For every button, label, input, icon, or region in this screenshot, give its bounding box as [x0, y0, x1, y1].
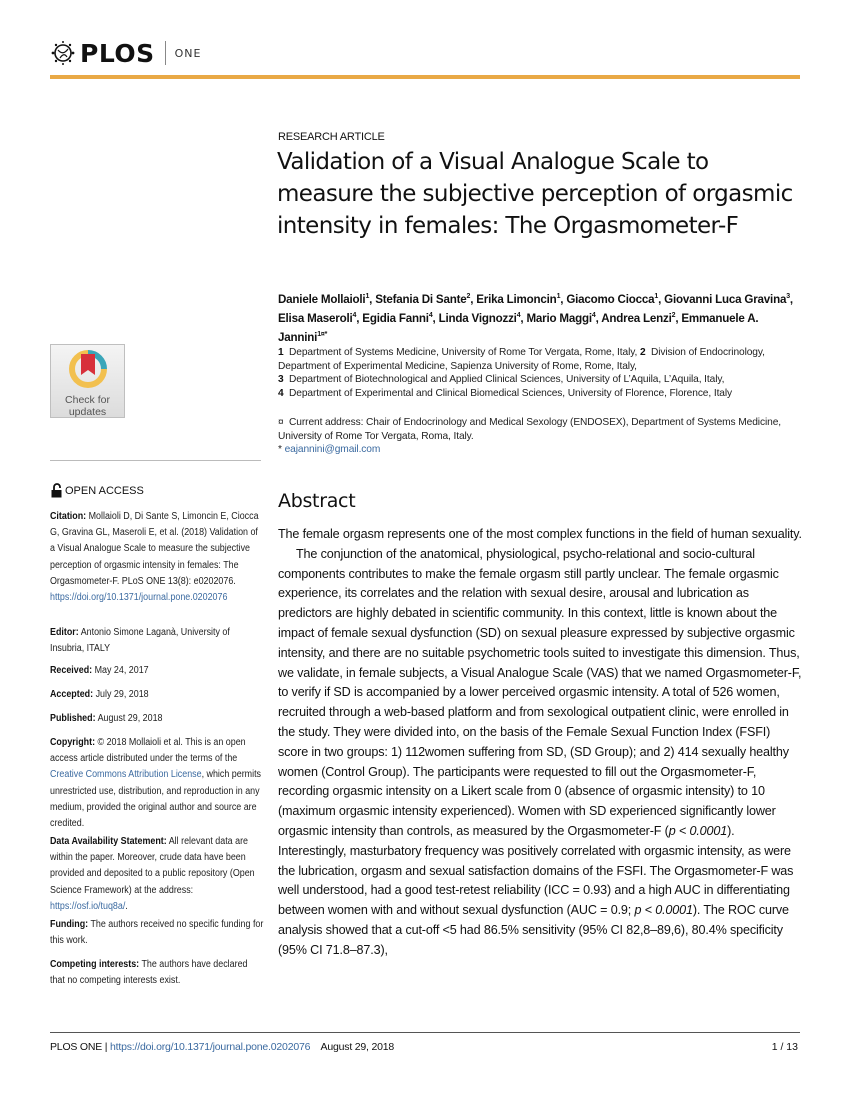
author-affiliation-marker: 4: [352, 311, 357, 319]
abstract-paragraph-2: [278, 545, 802, 961]
author-name: Giacomo Ciocca: [566, 292, 655, 306]
accepted-date: July 29, 2018: [95, 689, 149, 700]
competing-interests-block: [50, 957, 263, 989]
citation-label: Citation:: [50, 511, 87, 522]
affiliation-number: 2: [639, 347, 646, 358]
article-title: Validation of a Visual Analogue Scale to measure the subjective perception of orgasmic intensity in females: The Orgasmometer-F: [277, 149, 793, 239]
author-affiliation-marker: 2: [466, 293, 471, 300]
copyright-label: Copyright:: [50, 737, 96, 748]
competing-interests-label: Competing interests:: [50, 959, 140, 970]
data-availability-block: [50, 834, 263, 915]
footer-citation: [50, 1041, 394, 1053]
published-block: [50, 711, 263, 727]
copyright-text-end: , which permits unrestricted use, distribution, and reproduction in any medium, provided the original author and source are credited.: [50, 769, 262, 830]
author-affiliation-marker: 4: [516, 311, 521, 319]
author-name: Giovanni Luca Gravina: [664, 292, 787, 306]
check-updates-label-line2: updates: [68, 406, 107, 418]
accepted-block: [50, 687, 263, 703]
open-access-badge: [51, 483, 144, 498]
open-lock-icon: [51, 483, 62, 498]
author-affiliation-marker: 4: [428, 311, 433, 319]
copyright-text: © 2018 Mollaioli et al. This is an open access article distributed under the terms of the: [50, 737, 246, 765]
author-affiliation-marker: 4: [591, 311, 596, 319]
received-block: [50, 663, 263, 679]
author-list: Daniele Mollaioli$^1$, Stefania Di Sante$^2$, Erika Limoncin$^1$, Giacomo Ciocca$^1$, Giovanni Luca Gravina$^3$, Elisa Maseroli$^4$, Egidia Fanni$^4$, Linda Vignozzi$^4$, Mario Maggi$^4$, Andrea Lenzi$^2$, Emmanuele A. Jannini$^{1¤*}$: [278, 292, 793, 344]
abstract-text-b: ). Interestingly, masturbatory frequency was positively correlated with orgasmic intensity, as were the lubrication, orgasm and sexual satisfaction domains of the FSFI. The Orgasmometer-F was well understood, had a good test-retest reliability (ICC = 0.93) and a high AUC in differentiating between women with and without sexual dysfunction (AUC = 0.9;: [278, 823, 794, 918]
data-availability-label: Data Availability Statement:: [50, 836, 167, 847]
citation-text: Mollaioli D, Di Sante S, Limoncin E, Ciocca G, Gravina GL, Maseroli E, et al. (2018) Validation of a Visual Analogue Scale to measure the subjective perception of orgasmic intensity in females: The Orgasmometer-F. PLoS ONE 13(8): e0202076.: [50, 511, 259, 587]
license-link[interactable]: Creative Commons Attribution License: [50, 769, 202, 781]
author-name: Elisa Maseroli: [278, 311, 353, 325]
author-affiliation-marker: 3: [786, 293, 790, 300]
footer-date: August 29, 2018: [320, 1041, 395, 1053]
editor-label: Editor:: [50, 627, 79, 638]
footer-journal: PLOS ONE |: [50, 1041, 111, 1053]
affiliation-text: Department of Biotechnological and Applied Clinical Sciences, University of L’Aquila, L’Aquila, Italy,: [289, 374, 725, 386]
footer-doi-link[interactable]: https://doi.org/10.1371/journal.pone.0202076: [110, 1041, 311, 1053]
editor-text: Antonio Simone Laganà, University of Insubria, ITALY: [50, 627, 230, 655]
author-affiliation-marker: 2: [671, 311, 676, 319]
logo-plos-text: PLOS: [80, 38, 155, 68]
author-name: Daniele Mollaioli: [278, 292, 366, 306]
author-name: Stefania Di Sante: [375, 292, 467, 306]
logo-separator: [165, 41, 166, 65]
citation-doi-link[interactable]: https://doi.org/10.1371/journal.pone.0202076: [50, 592, 228, 604]
current-address-text: Current address: Chair of Endocrinology and Medical Sexology (ENDOSEX), Department of Systems Medicine, University of Rome Tor Vergata, Roma, Italy.: [278, 417, 781, 442]
abstract-text-c: ). The ROC curve analysis showed that a cut-off <5 had 86.5% sensitivity (95% CI 82,8–89,6), 80.4% specificity (95% CI 71.8–87.3),: [278, 903, 789, 957]
author-name: Andrea Lenzi: [601, 311, 672, 325]
check-for-updates-button[interactable]: [50, 344, 125, 418]
abstract-paragraph-1: The female orgasm represents one of the most complex functions in the field of human sexuality.: [278, 527, 802, 541]
citation-block: [50, 509, 263, 606]
author-name: Mario Maggi: [526, 311, 592, 325]
check-updates-label-line1: Check for: [65, 394, 110, 406]
funding-block: [50, 917, 263, 949]
funding-label: Funding:: [50, 919, 89, 930]
data-availability-text: All relevant data are within the paper. Moreover, crude data have been provided and deposited to a public repository (Open Science Framework) at the address:: [50, 836, 255, 896]
page-number: 1 / 13: [771, 1041, 798, 1053]
published-label: Published:: [50, 713, 96, 724]
abstract-heading: Abstract: [278, 490, 356, 512]
affiliations: [278, 346, 798, 400]
header-rule: [50, 75, 800, 79]
osf-link[interactable]: https://osf.io/tuq8a/: [50, 900, 126, 912]
open-access-label: OPEN ACCESS: [65, 484, 144, 497]
corresponding-symbol: *: [278, 444, 282, 456]
author-name: Linda Vignozzi: [438, 311, 517, 325]
published-date: August 29, 2018: [97, 713, 163, 724]
copyright-block: [50, 735, 263, 832]
p-value-2: p < 0.0001: [634, 903, 693, 918]
funding-text: The authors received no specific funding for this work.: [50, 919, 264, 947]
plos-globe-icon: [50, 40, 76, 66]
current-address-block: [278, 416, 798, 457]
author-name: Erika Limoncin: [476, 292, 557, 306]
article-type: RESEARCH ARTICLE: [278, 131, 385, 143]
corresponding-email-link[interactable]: eajannini@gmail.com: [284, 444, 381, 456]
received-label: Received:: [50, 665, 93, 676]
abstract-body: [278, 525, 802, 961]
author-affiliation-marker: 1: [556, 293, 561, 300]
author-affiliation-marker: 1: [654, 293, 659, 300]
author-affiliation-marker: 1: [365, 293, 370, 300]
received-date: May 24, 2017: [94, 665, 149, 676]
data-availability-end: .: [125, 900, 128, 912]
logo-one-text: ONE: [174, 46, 202, 60]
current-address-symbol: ¤: [278, 417, 284, 428]
accepted-label: Accepted:: [50, 689, 94, 700]
sidebar-divider: [50, 460, 261, 461]
affiliation-number: 3: [278, 374, 284, 386]
affiliation-number: 1: [278, 347, 284, 358]
competing-interests-text: The authors have declared that no competing interests exist.: [50, 959, 248, 987]
editor-block: [50, 625, 263, 657]
affiliation-text: Department of Systems Medicine, University of Rome Tor Vergata, Rome, Italy,: [289, 347, 638, 358]
footer-rule: [50, 1032, 800, 1033]
author-name: Egidia Fanni: [362, 311, 429, 325]
journal-logo[interactable]: [50, 36, 201, 70]
affiliation-number: 4: [278, 387, 284, 399]
affiliation-text: Department of Experimental and Clinical Biomedical Sciences, University of Florence, Florence, Italy: [289, 387, 733, 399]
affiliation-text: Division of Endocrinology, Department of Experimental Medicine, Sapienza University of Rome, Rome, Italy,: [278, 347, 765, 372]
abstract-text-a: The conjunction of the anatomical, physiological, psycho-relational and socio-cultural components contributes to make the female orgasm still partly unclear. The female orgasmic experience, its correlates and the relation with sexual desire, arousal and lubrication as predictors are highly debated in scientific community. In this context, little is known about the impact of female sexual dysfunction (SD) on sexual pleasure expressed by subjective orgasmic intensity, and there are no suitable psychometric tools suited to investigate this dimension. Thus, we validate, in female subjects, a Visual Analogue Scale (VAS) that we named Orgasmometer-F, to verify if SD is accompanied by a lower perceived orgasmic intensity. A total of 526 women, recruited through a web-based platform and from sexological outpatient clinic, were enrolled in the study. They were divided into, on the basis of the Female Sexual Function Index (FSFI) score in two groups: 1) 112women suffering from SD, (SD Group); and 2) 414 sexually healthy women (Control Group). The participants were requested to fill out the Orgasmometer-F, recording orgasmic intensity on a Likert scale from 0 (absence of orgasmic intensity) to 10 (maximum orgasmic intensity experienced). Women with SD experienced significantly lower orgasmic intensity than controls, as measured by the Orgasmometer-F (: [278, 546, 802, 838]
crossmark-icon: [67, 349, 109, 389]
author-affiliation-marker: 1¤*: [317, 330, 328, 338]
p-value-1: p < 0.0001: [668, 823, 728, 838]
author-name: Emmanuele A. Jannini: [278, 311, 759, 344]
